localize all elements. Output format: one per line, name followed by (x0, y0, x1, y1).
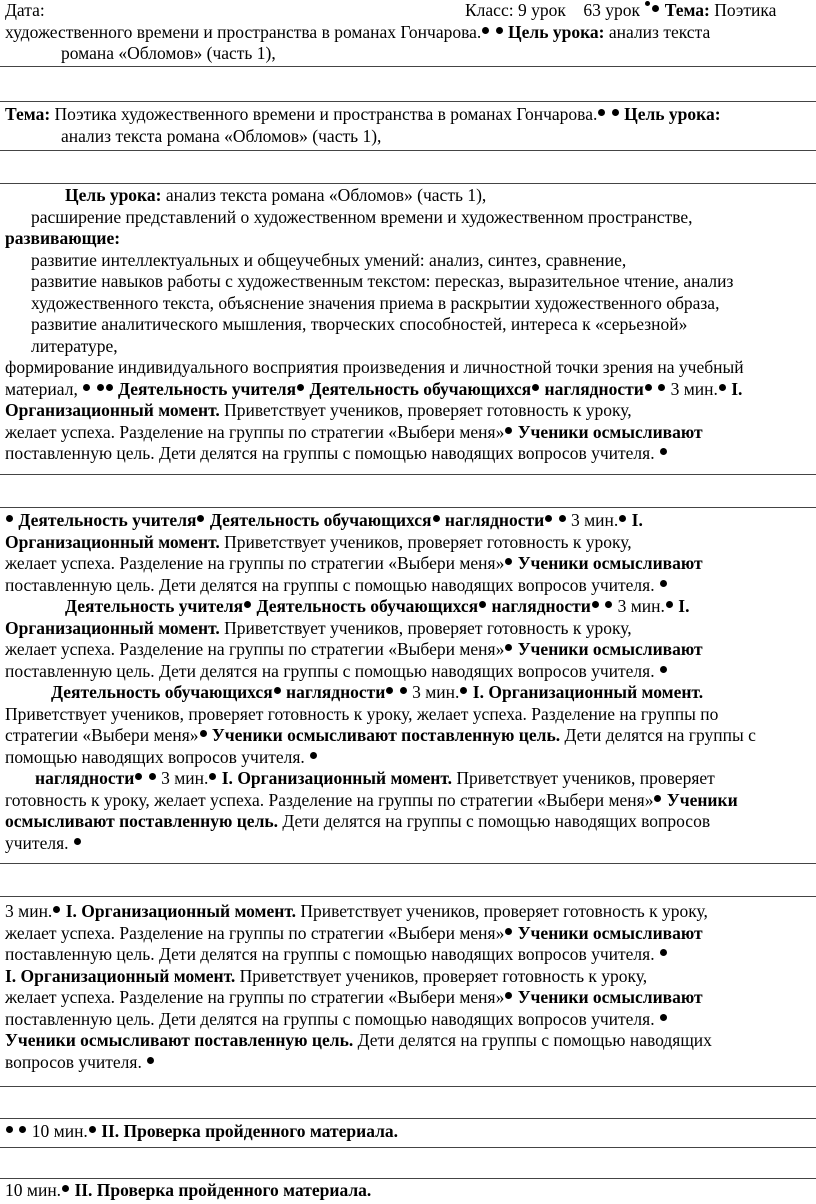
check-block (5, 1121, 812, 1143)
teacher-action: готовность к уроку, желает успеха. Разделение на группы по стратегии «Выбери меня» (5, 789, 654, 810)
bullet-icon (209, 773, 216, 780)
student-action: поставленную цель. Дети делятся на группы с помощью наводящих вопросов учителя. (5, 944, 655, 964)
bullet-icon (460, 687, 467, 694)
class-label: Класс: 9 урок (465, 0, 566, 20)
bullet-icon (660, 580, 667, 587)
bullet-icon (274, 687, 281, 694)
bullet-icon (149, 773, 156, 780)
goal-item: литературе, (31, 335, 118, 356)
bullet-icon (660, 666, 667, 673)
stage-number: I. (472, 682, 484, 702)
divider (0, 896, 816, 897)
bullet-icon (505, 558, 512, 565)
divider (0, 101, 816, 102)
organization-block (5, 901, 812, 1073)
student-action: Ученики осмысливают (517, 421, 703, 442)
bullet-icon (598, 109, 605, 116)
goal-text: анализ текста (608, 21, 711, 42)
teacher-action: Приветствует учеников, проверяет готовность к уроку, (224, 531, 632, 552)
teacher-activity-heading: Деятельность учителя (117, 378, 297, 399)
student-action: поставленную цель. Дети делятся на группы с помощью наводящих вопросов учителя. (5, 443, 655, 463)
student-action: Ученики осмысливают (517, 987, 703, 1007)
student-action: Ученики (666, 789, 738, 810)
bullet-icon (660, 949, 667, 956)
bullet-icon (53, 906, 60, 913)
visuals-heading: наглядности (544, 378, 644, 399)
bullet-icon (592, 601, 599, 608)
bullet-icon (89, 1126, 96, 1133)
topic-label: Тема: (664, 0, 710, 20)
student-action: осмысливают поставленную цель. (5, 811, 279, 831)
teacher-action: желает успеха. Разделение на группы по стратегии «Выбери меня» (5, 922, 505, 943)
stage-title: Организационный момент. (5, 400, 220, 420)
teacher-action: желает успеха. Разделение на группы по стратегии «Выбери меня» (5, 987, 505, 1007)
topic-text: Поэтика художественного времени и пространства в романах Гончарова. (54, 104, 598, 124)
visuals-heading: наглядности (35, 768, 135, 788)
duration: 10 мин. (31, 1121, 88, 1141)
stage-title: II. Проверка пройденного материала. (74, 1180, 372, 1200)
bullet-icon (559, 515, 566, 522)
activity-block (5, 510, 812, 854)
student-activity-heading: Деятельность обучающихся (51, 682, 273, 702)
bullet-icon (6, 1126, 13, 1133)
student-activity-heading: Деятельность обучающихся (309, 378, 532, 399)
duration: 3 мин. (5, 901, 53, 921)
bullet-icon (244, 601, 251, 608)
teacher-activity-heading: Деятельность учителя (18, 510, 197, 530)
goals-block (5, 185, 812, 465)
bullet-icon (505, 928, 512, 935)
student-action: поставленную цель. Дети делятся на группы с помощью наводящих вопросов учителя. (5, 660, 655, 681)
student-action: Дети делятся на группы с помощью наводящих вопросов (282, 811, 711, 831)
developing-heading: развивающие: (5, 228, 121, 248)
stage-number: I. (731, 378, 743, 399)
divider (0, 66, 816, 67)
stage-number: I. (678, 596, 690, 616)
visuals-heading: наглядности (444, 510, 545, 530)
bullet-icon (197, 515, 204, 522)
teacher-activity-heading: Деятельность учителя (65, 596, 244, 616)
topic-label: Тема: (5, 104, 51, 124)
bullet-icon (310, 752, 317, 759)
duration: 3 мин. (161, 768, 209, 788)
bullet-icon (666, 601, 673, 608)
bullet-icon (479, 601, 486, 608)
duration: 3 мин. (617, 596, 665, 616)
bullet-icon (660, 1014, 667, 1021)
teacher-action: Приветствует учеников, проверяет готовность к уроку, (224, 617, 632, 638)
stage-title: Организационный момент. (5, 617, 220, 638)
bullet-icon (400, 687, 407, 694)
goal-text: анализ текста романа «Обломов» (часть 1), (165, 185, 487, 205)
bullet-icon (658, 384, 665, 391)
bullet-icon (645, 1, 650, 6)
student-action: Ученики осмысливают (517, 553, 703, 573)
divider (0, 474, 816, 475)
teacher-action: Приветствует учеников, проверяет готовность к уроку, (239, 965, 648, 986)
duration: 3 мин. (412, 682, 460, 702)
bullet-icon (386, 687, 393, 694)
topic-block (5, 104, 812, 147)
check-block (5, 1180, 812, 1202)
header-block (5, 0, 812, 65)
student-activity-heading: Деятельность обучающихся (209, 510, 432, 530)
goal-text: анализ текста романа «Обломов» (часть 1), (61, 125, 382, 146)
goal-item: развитие аналитического мышления, творческих способностей, интереса к «серьезной» (31, 314, 688, 334)
bullet-icon (97, 384, 104, 391)
teacher-action: желает успеха. Разделение на группы по стратегии «Выбери меня» (5, 639, 505, 659)
teacher-action: желает успеха. Разделение на группы по стратегии «Выбери меня» (5, 421, 505, 442)
student-action: Ученики осмысливают (517, 639, 703, 659)
divider (0, 1178, 816, 1179)
stage-title: Организационный момент. (488, 682, 704, 702)
bullet-icon (106, 384, 113, 391)
student-action: Дети делятся на группы с помощью наводящих (357, 1030, 712, 1050)
divider (0, 150, 816, 151)
stage-title: Организационный момент. (5, 531, 220, 552)
student-action: вопросов учителя. (5, 1051, 142, 1072)
student-action: Ученики осмысливают поставленную цель. (211, 725, 561, 745)
goal-item: формирование индивидуального восприятия произведения и личностной точки зрения на учебный (5, 357, 744, 377)
goal-item: расширение представлений о художественном времени и художественном пространстве, (31, 206, 693, 227)
bullet-icon (619, 515, 626, 522)
divider (0, 863, 816, 864)
bullet-icon (74, 838, 81, 845)
duration: 3 мин. (570, 510, 619, 530)
student-action: Ученики осмысливают поставленную цель. (5, 1030, 354, 1050)
bullet-icon (660, 448, 667, 455)
bullet-icon (135, 773, 142, 780)
stage-title: II. Проверка пройденного материала. (101, 1121, 399, 1141)
lesson-label: 63 урок (583, 0, 640, 20)
bullet-icon (605, 601, 612, 608)
stage-title: I. Организационный момент. (65, 901, 296, 921)
bullet-icon (645, 384, 652, 391)
bullet-icon (719, 384, 726, 391)
bullet-icon (652, 5, 659, 12)
duration: 10 мин. (5, 1180, 62, 1200)
bullet-icon (433, 515, 440, 522)
topic-text: Поэтика (714, 0, 777, 20)
teacher-action: желает успеха. Разделение на группы по стратегии «Выбери меня» (5, 553, 505, 573)
divider (0, 507, 816, 508)
duration: 3 мин. (670, 378, 718, 399)
teacher-action: Приветствует учеников, проверяет готовность к уроку, (224, 400, 632, 420)
goal-item: развитие навыков работы с художественным текстом: пересказ, выразительное чтение, анализ (31, 271, 734, 291)
bullet-icon (505, 427, 512, 434)
student-action: поставленную цель. Дети делятся на группы с помощью наводящих вопросов учителя. (5, 574, 655, 595)
stage-number: I. (631, 510, 643, 530)
teacher-action: стратегии «Выбери меня» (5, 725, 199, 745)
visuals-heading: наглядности (491, 596, 591, 616)
teacher-action: Приветствует учеников, проверяет готовность к уроку, (300, 901, 708, 921)
bullet-icon (62, 1185, 69, 1192)
bullet-icon (505, 992, 512, 999)
student-action: Дети делятся на группы с (564, 725, 756, 745)
bullet-icon (654, 795, 661, 802)
stage-title: I. Организационный момент. (5, 965, 236, 986)
topic-text: художественного времени и пространства в романах Гончарова. (5, 21, 482, 42)
bullet-icon (505, 644, 512, 651)
goal-item: материал, (5, 378, 78, 399)
student-action: помощью наводящих вопросов учителя. (5, 746, 305, 767)
divider (0, 1086, 816, 1087)
visuals-heading: наглядности (286, 682, 386, 702)
bullet-icon (147, 1057, 154, 1064)
goal-item: художественного текста, объяснение значения приема в раскрытии художественного образа, (31, 292, 720, 313)
student-activity-heading: Деятельность обучающихся (256, 596, 479, 616)
goal-label: Цель урока: (65, 185, 162, 205)
student-action: поставленную цель. Дети делятся на группы с помощью наводящих вопросов учителя. (5, 1008, 655, 1029)
bullet-icon (612, 109, 619, 116)
divider (0, 1118, 816, 1119)
bullet-icon (19, 1126, 26, 1133)
bullet-icon (83, 384, 90, 391)
student-action: Ученики осмысливают (517, 922, 703, 943)
bullet-icon (6, 515, 13, 522)
divider (0, 1147, 816, 1148)
bullet-icon (496, 27, 503, 34)
bullet-icon (200, 730, 207, 737)
teacher-action: Приветствует учеников, проверяет (456, 768, 715, 788)
bullet-icon (482, 27, 489, 34)
teacher-action: Приветствует учеников, проверяет готовность к уроку, желает успеха. Разделение на группы по (5, 703, 719, 724)
student-action: учителя. (5, 832, 69, 853)
stage-title: Организационный момент. (237, 768, 453, 788)
date-label: Дата: (5, 0, 45, 20)
goal-text: романа «Обломов» (часть 1), (61, 43, 276, 63)
stage-number: I. (221, 768, 233, 788)
bullet-icon (297, 384, 304, 391)
goal-item: развитие интеллектуальных и общеучебных умений: анализ, синтез, сравнение, (31, 249, 627, 270)
bullet-icon (545, 515, 552, 522)
bullet-icon (532, 384, 539, 391)
divider (0, 183, 816, 184)
goal-label: Цель урока: (508, 21, 605, 42)
goal-label: Цель урока: (624, 104, 721, 124)
